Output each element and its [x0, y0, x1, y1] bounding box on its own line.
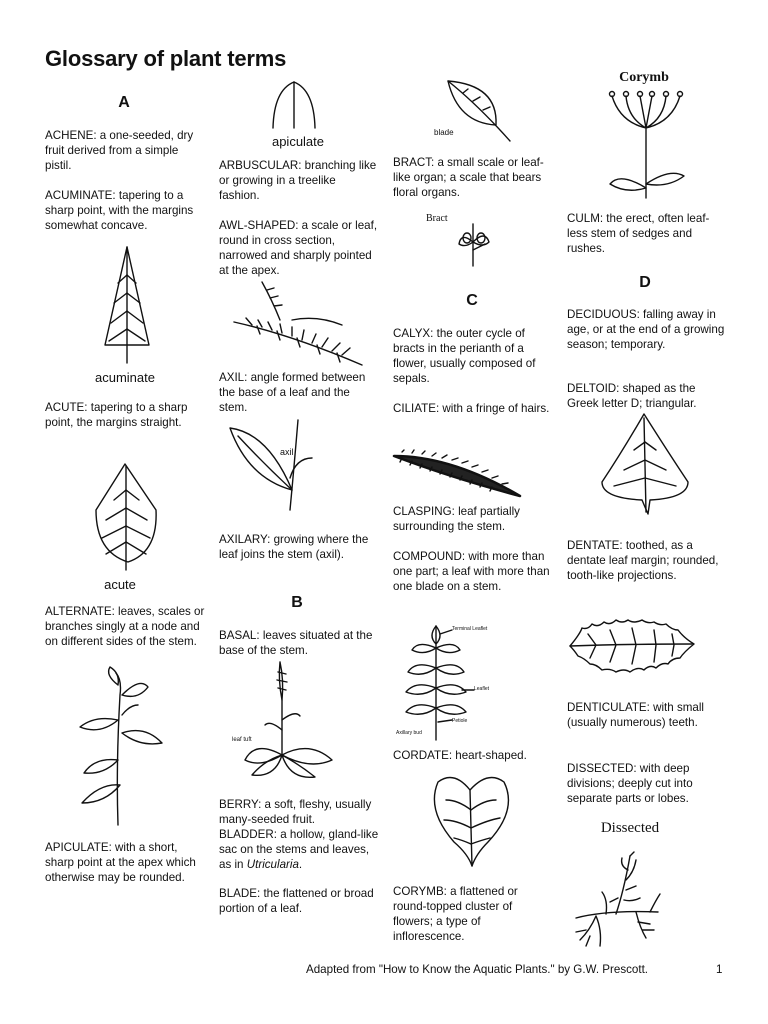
footer-credit: Adapted from "How to Know the Aquatic Plants." by G.W. Prescott. — [306, 963, 649, 976]
entry-blade: BLADE: the flattened or broad portion of a leaf. — [219, 887, 374, 915]
entry-dissected: DISSECTED: with deep divisions; deeply cut into separate parts or lobes. — [567, 762, 693, 805]
entry-bladder — [219, 827, 379, 872]
leaf-tuft-label: leaf tuft — [232, 737, 252, 743]
entry-compound: COMPOUND: with more than one part; a leaf with more than one blade on a stem. — [393, 550, 550, 593]
basal-leaves-illustration — [240, 660, 340, 780]
bladder-genus: Utricularia — [246, 858, 299, 871]
acute-caption: acute — [104, 577, 136, 592]
axil-label: axil — [280, 447, 294, 457]
entry-axil: AXIL: angle formed between the base of a leaf and the stem. — [219, 371, 366, 414]
entry-clasping: CLASPING: leaf partially surrounding the stem. — [393, 505, 520, 533]
entry-awl-shaped: AWL-SHAPED: a scale or leaf, round in cross section, narrowed and sharply pointed at the apex. — [219, 219, 378, 277]
blade-label: blade — [434, 128, 454, 137]
entry-acute: ACUTE: tapering to a sharp point, the margins straight. — [45, 401, 188, 429]
bladder-text: BLADDER: a hollow, gland-like sac on the stems and leaves, as in — [219, 828, 379, 871]
bladder-end: . — [298, 858, 303, 871]
dissected-leaf-illustration — [566, 850, 666, 950]
entry-basal: BASAL: leaves situated at the base of the stem. — [219, 629, 373, 657]
entry-acuminate: ACUMINATE: tapering to a sharp point, with the margins somewhat concave. — [45, 189, 194, 232]
dissected-caption: Dissected — [600, 820, 660, 836]
entry-apiculate: APICULATE: with a short, sharp point at the apex which otherwise may be rounded. — [45, 841, 196, 884]
petiole-label: Petiole — [452, 718, 468, 724]
entry-cordate: CORDATE: heart-shaped. — [393, 749, 527, 762]
entry-calyx: CALYX: the outer cycle of bracts in the perianth of a flower, usually composed of sepals. — [393, 327, 536, 385]
apiculate-leaf-illustration — [270, 80, 320, 130]
bract-illustration — [455, 222, 500, 267]
awl-shaped-branch-illustration — [232, 280, 367, 370]
dentate-leaf-illustration — [566, 614, 698, 678]
entry-bract: BRACT: a small scale or leaf-like organ; a scale that bears floral organs. — [393, 156, 544, 199]
ciliate-leaf-illustration — [392, 448, 524, 500]
section-letter-a: A — [118, 94, 130, 111]
page-title: Glossary of plant terms — [45, 46, 287, 71]
apiculate-caption: apiculate — [271, 134, 325, 149]
axil-illustration — [228, 418, 318, 513]
leaflet-label: Leaflet — [474, 686, 490, 692]
acute-leaf-illustration — [92, 462, 162, 572]
acuminate-caption: acuminate — [95, 370, 155, 385]
corymb-caption: Corymb — [619, 70, 669, 85]
section-letter-b: B — [291, 594, 303, 611]
entry-ciliate: CILIATE: with a fringe of hairs. — [393, 402, 550, 415]
corymb-illustration — [600, 88, 690, 200]
entry-alternate: ALTERNATE: leaves, scales or branches singly at a node and on different sides of the stem. — [45, 605, 205, 648]
entry-culm: CULM: the erect, often leaf-less stem of sedges and rushes. — [567, 212, 710, 255]
alternate-leaves-illustration — [70, 665, 170, 830]
entry-berry: BERRY: a soft, fleshy, usually many-seeded fruit. — [219, 798, 372, 826]
section-letter-d: D — [639, 274, 651, 291]
axillary-bud-label: Axillary bud — [396, 730, 422, 736]
entry-corymb: CORYMB: a flattened or round-topped cluster of flowers; a type of inflorescence. — [393, 885, 518, 943]
cordate-leaf-illustration — [428, 770, 513, 870]
terminal-leaflet-label: Terminal Leaflet — [452, 626, 488, 632]
page-number: 1 — [716, 963, 723, 976]
section-letter-c: C — [466, 292, 478, 309]
acuminate-leaf-illustration — [100, 245, 160, 365]
bract-label: Bract — [426, 213, 448, 224]
entry-deciduous: DECIDUOUS: falling away in age, or at the end of a growing season; temporary. — [567, 308, 725, 351]
entry-axilary: AXILARY: growing where the leaf joins the stem (axil). — [219, 533, 369, 561]
entry-denticulate: DENTICULATE: with small (usually numerous) teeth. — [567, 701, 704, 729]
deltoid-leaf-illustration — [598, 412, 693, 517]
entry-arbuscular: ARBUSCULAR: branching like or growing in a treelike fashion. — [219, 159, 377, 202]
entry-deltoid: DELTOID: shaped as the Greek letter D; triangular. — [567, 382, 697, 410]
entry-achene: ACHENE: a one-seeded, dry fruit derived from a simple pistil. — [45, 129, 194, 172]
compound-leaf-illustration — [398, 622, 488, 742]
entry-dentate: DENTATE: toothed, as a dentate leaf margin; rounded, tooth-like projections. — [567, 539, 719, 582]
